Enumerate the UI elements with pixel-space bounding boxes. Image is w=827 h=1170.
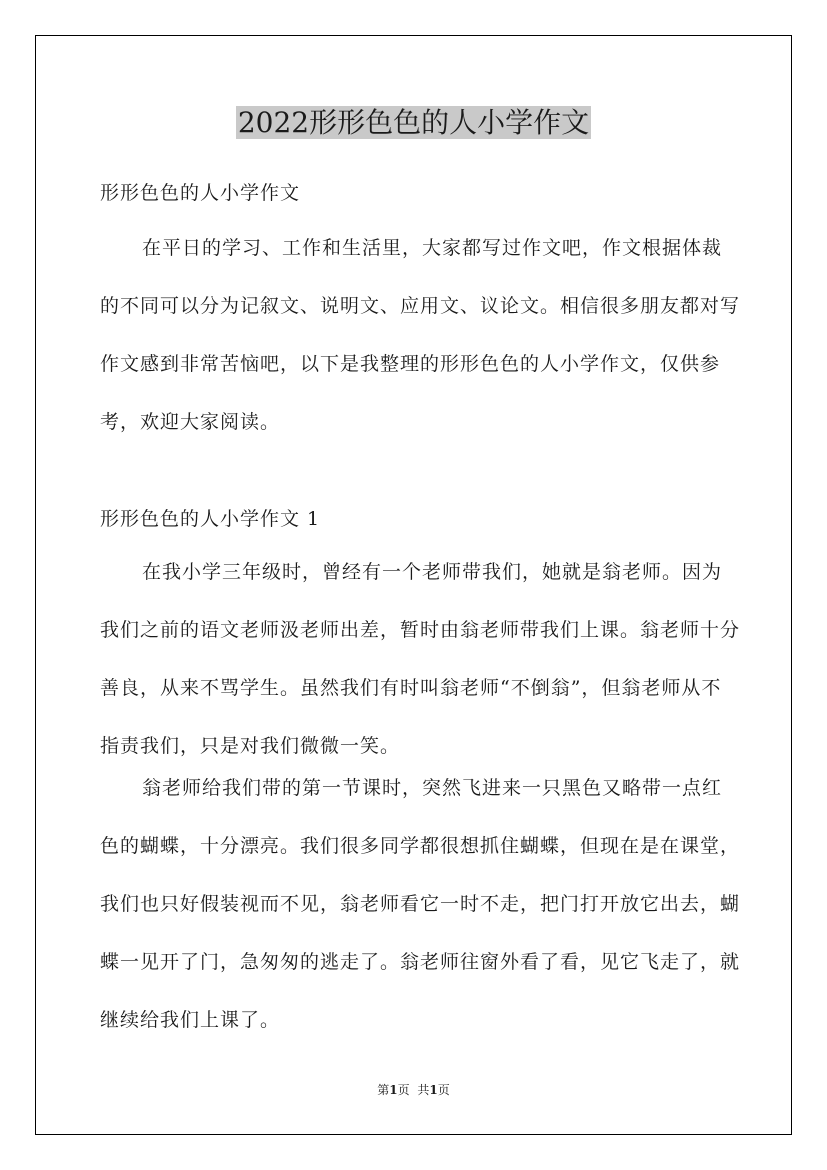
footer-page-prefix: 第 xyxy=(377,1083,390,1097)
footer-total-number: 1 xyxy=(429,1083,438,1097)
footer-page-suffix: 页 xyxy=(397,1083,410,1097)
intro-paragraph: 在平日的学习、工作和生活里，大家都写过作文吧，作文根据体裁的不同可以分为记叙文、说明文、应用文、议论文。相信很多朋友都对写作文感到非常苦恼吧，以下是我整理的形形色色的人小学作文，仅供参考，欢迎大家阅读。 xyxy=(100,237,741,433)
footer-total-prefix: 共 xyxy=(417,1083,430,1097)
section-heading: 形形色色的人小学作文 xyxy=(100,182,301,204)
footer-page-number: 1 xyxy=(389,1083,398,1097)
essay-paragraph-2: 翁老师给我们带的第一节课时，突然飞进来一只黑色又略带一点红色的蝴蝶，十分漂亮。我们很多同学都很想抓住蝴蝶，但现在是在课堂，我们也只好假装视而不见，翁老师看它一时不走，把门打开放它出去，蝴蝶一见开了门，急匆匆的逃走了。翁老师往窗外看了看，见它飞走了，就继续给我们上课了。 xyxy=(100,777,741,1031)
page-footer xyxy=(0,1082,827,1098)
footer-total-suffix: 页 xyxy=(437,1083,450,1097)
essay-heading: 形形色色的人小学作文 1 xyxy=(100,508,321,530)
document-title xyxy=(0,103,827,143)
essay-paragraph-1: 在我小学三年级时，曾经有一个老师带我们，她就是翁老师。因为我们之前的语文老师汲老师出差，暂时由翁老师带我们上课。翁老师十分善良，从来不骂学生。虽然我们有时叫翁老师“不倒翁”，但翁老师从不指责我们，只是对我们微微一笑。 xyxy=(100,561,741,757)
document-title-text: 2022形形色色的人小学作文 xyxy=(237,106,590,139)
